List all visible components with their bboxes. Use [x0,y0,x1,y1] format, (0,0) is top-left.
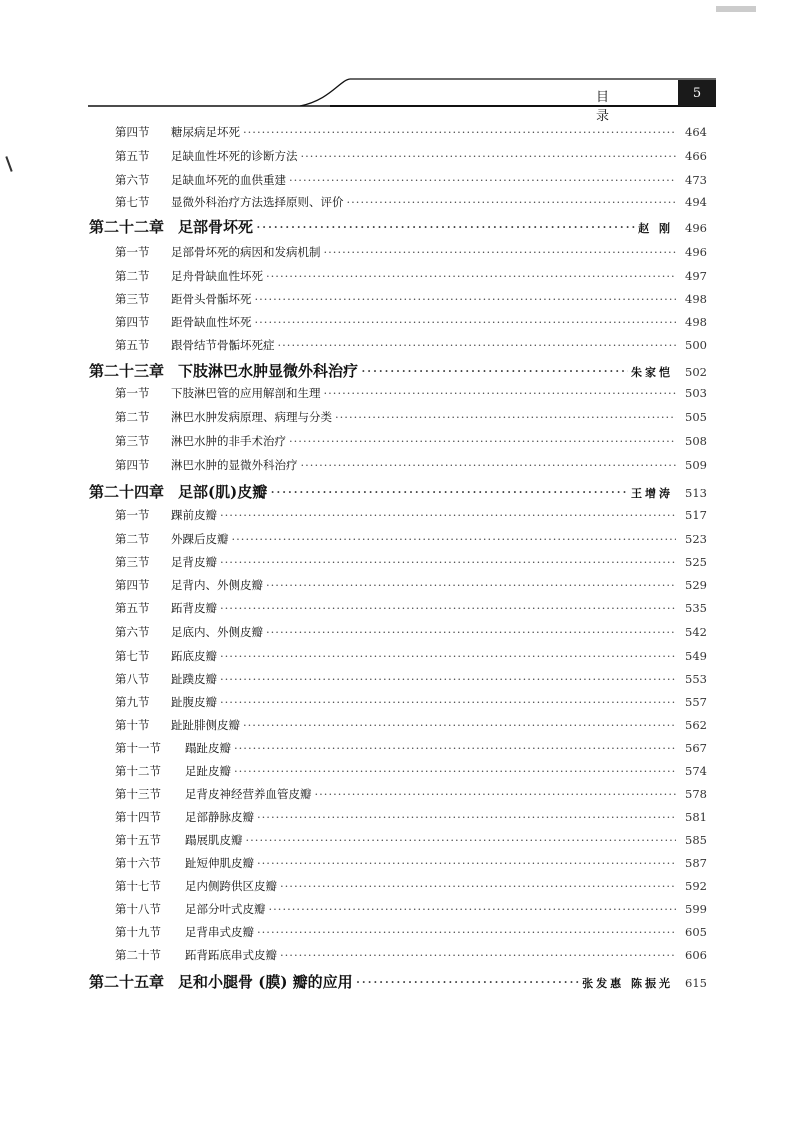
section-label: 第九节 [115,695,150,709]
dot-leader [255,292,677,306]
toc-section-row[interactable] [115,577,707,593]
dot-leader [301,149,677,163]
section-label: 第十九节 [115,925,161,939]
toc-section-row[interactable] [115,740,707,756]
chapter-label: 第二十三章 [89,362,165,380]
page-number: 562 [685,718,707,732]
page-number: 549 [685,649,707,663]
page-number: 509 [685,458,707,472]
section-label: 第二节 [115,532,150,546]
page-number: 500 [685,338,707,352]
dot-leader [232,532,677,546]
page-number: 523 [685,532,707,546]
toc-section-row[interactable] [115,763,707,779]
section-title: 足缺血坏死的血供重建 [171,173,286,187]
toc-section-row[interactable] [115,717,707,733]
section-label: 第五节 [115,149,150,163]
dot-leader [289,173,676,187]
section-label: 第一节 [115,386,150,400]
section-title: 足背串式皮瓣 [185,925,254,939]
dot-leader [257,925,676,939]
dot-leader [269,902,677,916]
section-title: 足趾皮瓣 [185,764,231,778]
toc-section-row[interactable] [115,124,707,140]
section-label: 第三节 [115,292,150,306]
page-number: 615 [685,976,707,990]
page-number: 473 [685,173,707,187]
toc-section-row[interactable] [115,924,707,940]
chapter-label: 第二十五章 [89,973,165,991]
toc-section-row[interactable] [115,855,707,871]
page-number: 599 [685,902,707,916]
page-number: 525 [685,555,707,569]
chapter-author: 王增涛 [631,487,673,500]
dot-leader [280,879,676,893]
toc-section-row[interactable] [115,901,707,917]
dot-leader [324,386,677,400]
section-title: 足部分叶式皮瓣 [185,902,266,916]
section-label: 第七节 [115,195,150,209]
toc-section-row[interactable] [115,832,707,848]
page-number: 581 [685,810,707,824]
dot-leader [301,458,677,472]
section-title: 足背皮瓣 [171,555,217,569]
section-label: 第八节 [115,672,150,686]
section-label: 第二节 [115,269,150,283]
dot-leader [246,833,677,847]
chapter-title: 足部(肌)皮瓣 [178,483,268,501]
page-number: 517 [685,508,707,522]
toc-section-row[interactable] [115,337,707,353]
page-number: 553 [685,672,707,686]
toc-section-row[interactable] [115,878,707,894]
page-number: 578 [685,787,707,801]
chapter-label: 第二十二章 [89,218,165,236]
toc-section-row[interactable] [115,694,707,710]
dot-leader [278,338,677,352]
toc-section-row[interactable] [115,194,707,210]
dot-leader [257,810,676,824]
page-number: 513 [685,486,707,500]
page-number: 498 [685,292,707,306]
toc-section-row[interactable] [115,507,707,523]
dot-leader [234,741,676,755]
section-label: 第一节 [115,508,150,522]
page-number: 508 [685,434,707,448]
chapter-title: 足部骨坏死 [178,218,254,236]
dot-leader [361,362,628,380]
section-label: 第四节 [115,578,150,592]
page-number: 585 [685,833,707,847]
section-title: 足舟骨缺血性坏死 [171,269,263,283]
section-title: 淋巴水肿发病原理、病理与分类 [171,410,332,424]
toc-chapter-row[interactable] [89,971,707,992]
toc-section-row[interactable] [115,433,707,449]
toc-section-row[interactable] [115,554,707,570]
dot-leader [347,195,677,209]
dot-leader [243,125,676,139]
section-title: 跖背皮瓣 [171,601,217,615]
section-label: 第十二节 [115,764,161,778]
page-number: 535 [685,601,707,615]
page-number: 567 [685,741,707,755]
dot-leader [220,695,676,709]
toc-section-row[interactable] [115,457,707,473]
section-label: 第二十节 [115,948,161,962]
section-title: 距骨头骨骺坏死 [171,292,252,306]
toc-section-row[interactable] [115,600,707,616]
section-label: 第十七节 [115,879,161,893]
dot-leader [280,948,676,962]
section-label: 第十三节 [115,787,161,801]
section-label: 第四节 [115,315,150,329]
section-label: 第十一节 [115,741,161,755]
dot-leader [289,434,676,448]
toc-section-row[interactable] [115,531,707,547]
section-title: 足内侧跨供区皮瓣 [185,879,277,893]
page-number: 464 [685,125,707,139]
section-label: 第七节 [115,649,150,663]
dot-leader [255,315,677,329]
dot-leader [220,555,676,569]
section-label: 第一节 [115,245,150,259]
page-number: 502 [685,365,707,379]
section-title: 跖背跖底串式皮瓣 [185,948,277,962]
section-title: 足部骨坏死的病因和发病机制 [171,245,321,259]
chapter-author: 赵 刚 [638,222,673,235]
dot-leader [270,483,628,501]
dot-leader [220,672,676,686]
section-title: 淋巴水肿的显微外科治疗 [171,458,298,472]
page-number: 496 [685,245,707,259]
section-label: 第六节 [115,173,150,187]
dot-leader [266,625,676,639]
section-title: 糖尿病足坏死 [171,125,240,139]
page-number: 497 [685,269,707,283]
page-number: 606 [685,948,707,962]
dot-leader [220,649,676,663]
toc-section-row[interactable] [115,268,707,284]
section-title: 跟骨结节骨骺坏死症 [171,338,275,352]
dot-leader [324,245,677,259]
section-title: 趾腹皮瓣 [171,695,217,709]
section-label: 第六节 [115,625,150,639]
page-number: 505 [685,410,707,424]
section-title: 足底内、外侧皮瓣 [171,625,263,639]
section-label: 第四节 [115,125,150,139]
dot-leader [266,269,676,283]
chapter-title: 下肢淋巴水肿显微外科治疗 [178,362,359,380]
section-title: 趾短伸肌皮瓣 [185,856,254,870]
dot-leader [234,764,676,778]
toc-section-row[interactable] [115,671,707,687]
section-title: 下肢淋巴管的应用解剖和生理 [171,386,321,400]
corner-smudge [716,6,756,12]
dot-leader [356,973,580,991]
page-number: 498 [685,315,707,329]
toc-section-row[interactable] [115,786,707,802]
toc-section-row[interactable] [115,291,707,307]
section-title: 足背内、外侧皮瓣 [171,578,263,592]
dot-leader [335,410,676,424]
page-number: 529 [685,578,707,592]
dot-leader [257,856,676,870]
chapter-author: 朱家恺 [631,366,673,379]
toc-chapter-row[interactable] [89,481,707,502]
toc-section-row[interactable] [115,385,707,401]
dot-leader [266,578,676,592]
section-title: 足背皮神经营养血管皮瓣 [185,787,312,801]
section-title: 外踝后皮瓣 [171,532,229,546]
page-number: 574 [685,764,707,778]
section-label: 第十八节 [115,902,161,916]
section-title: 蹋趾皮瓣 [185,741,231,755]
page-number: 557 [685,695,707,709]
chapter-label: 第二十四章 [89,483,165,501]
section-title: 趾蹼皮瓣 [171,672,217,686]
dot-leader [315,787,677,801]
section-label: 第五节 [115,601,150,615]
header-rule-decoration [0,0,793,120]
toc-section-row[interactable] [115,148,707,164]
section-title: 足部静脉皮瓣 [185,810,254,824]
section-title: 距骨缺血性坏死 [171,315,252,329]
dot-leader [220,508,676,522]
page-number: 592 [685,879,707,893]
page-number: 503 [685,386,707,400]
section-label: 第十节 [115,718,150,732]
section-title: 趾趾腓侧皮瓣 [171,718,240,732]
section-label: 第五节 [115,338,150,352]
toc-chapter-row[interactable] [89,216,707,237]
page-number: 494 [685,195,707,209]
chapter-title: 足和小腿骨 (膜) 瓣的应用 [178,973,353,991]
toc-section-row[interactable] [115,809,707,825]
chapter-author: 张发惠 陈振光 [582,977,673,990]
section-label: 第十四节 [115,810,161,824]
toc-section-row[interactable] [115,409,707,425]
section-title: 淋巴水肿的非手术治疗 [171,434,286,448]
section-label: 第四节 [115,458,150,472]
toc-section-row[interactable] [115,624,707,640]
dot-leader [243,718,676,732]
header-title: 目 录 [596,90,628,124]
section-label: 第三节 [115,555,150,569]
page-number: 542 [685,625,707,639]
section-label: 第三节 [115,434,150,448]
toc-section-row[interactable] [115,172,707,188]
toc-section-row[interactable] [115,648,707,664]
section-title: 足缺血性坏死的诊断方法 [171,149,298,163]
toc-section-row[interactable] [115,947,707,963]
header-page-number: 5 [678,80,716,106]
page-number: 496 [685,221,707,235]
page-number: 466 [685,149,707,163]
margin-scratch [5,156,12,172]
section-title: 跖底皮瓣 [171,649,217,663]
section-label: 第二节 [115,410,150,424]
section-label: 第十六节 [115,856,161,870]
dot-leader [256,218,635,236]
toc-chapter-row[interactable] [89,360,707,381]
toc-section-row[interactable] [115,244,707,260]
section-title: 显微外科治疗方法选择原则、评价 [171,195,344,209]
page-number: 587 [685,856,707,870]
page-number: 605 [685,925,707,939]
section-label: 第十五节 [115,833,161,847]
dot-leader [220,601,676,615]
section-title: 蹋展肌皮瓣 [185,833,243,847]
section-title: 踝前皮瓣 [171,508,217,522]
toc-section-row[interactable] [115,314,707,330]
